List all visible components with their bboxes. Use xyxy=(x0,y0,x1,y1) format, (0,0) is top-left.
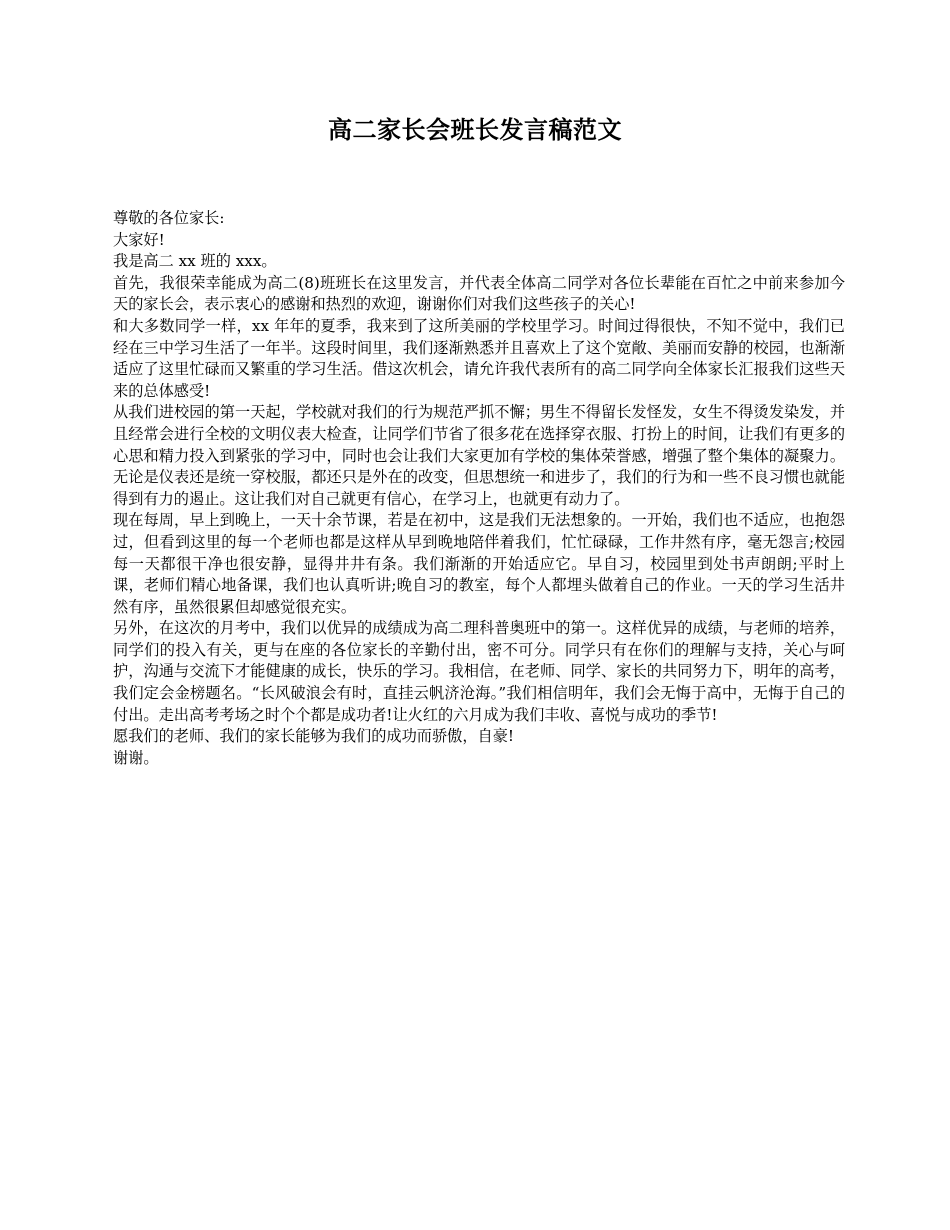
document-body xyxy=(113,208,845,769)
body-paragraph: 从我们进校园的第一天起，学校就对我们的行为规范严抓不懈；男生不得留长发怪发，女生不得烫发染发，并且经常会进行全校的文明仪表大检查，让同学们节省了很多花在选择穿衣服、打扮上的时间，让我们有更多的心思和精力投入到紧张的学习中，同时也会让我们大家更加有学校的集体荣誉感，增强了整个集体的凝聚力。无论是仪表还是统一穿校服，都还只是外在的改变，但思想统一和进步了，我们的行为和一些不良习惯也就能得到有力的遏止。这让我们对自己就更有信心，在学习上，也就更有动力了。 xyxy=(113,403,845,508)
closing-wish: 愿我们的老师、我们的家长能够为我们的成功而骄傲，自豪! xyxy=(113,727,514,746)
body-paragraph: 首先，我很荣幸能成为高二(8)班班长在这里发言，并代表全体高二同学对各位长辈能在百忙之中前来参加今天的家长会，表示衷心的感谢和热烈的欢迎，谢谢你们对我们这些孩子的关心! xyxy=(113,273,845,314)
body-paragraph: 另外，在这次的月考中，我们以优异的成绩成为高二理科普奥班中的第一。这样优异的成绩，与老师的培养，同学们的投入有关，更与在座的各位家长的辛勤付出，密不可分。同学只有在你们的理解与支持，关心与呵护，沟通与交流下才能健康的成长，快乐的学习。我相信，在老师、同学、家长的共同努力下，明年的高考，我们定会金榜题名。“长风破浪会有时，直挂云帆济沧海。”我们相信明年，我们会无悔于高中，无悔于自己的付出。走出高考考场之时个个都是成功者!让火红的六月成为我们丰收、喜悦与成功的季节! xyxy=(113,619,845,724)
body-paragraph: 现在每周，早上到晚上，一天十余节课，若是在初中，这是我们无法想象的。一开始，我们也不适应，也抱怨过，但看到这里的每一个老师也都是这样从早到晚地陪伴着我们，忙忙碌碌，工作井然有序，毫无怨言;校园每一天都很干净也很安静，显得井井有条。我们渐渐的开始适应它。早自习，校园里到处书声朗朗;平时上课，老师们精心地备课，我们也认真听讲;晚自习的教室，每个人都埋头做着自己的作业。一天的学习生活井然有序，虽然很累但却感觉很充实。 xyxy=(113,511,845,616)
salutation: 尊敬的各位家长: xyxy=(113,209,225,227)
closing-thanks: 谢谢。 xyxy=(113,748,159,767)
document-title: 高二家长会班长发言稿范文 xyxy=(328,115,622,144)
body-paragraph: 和大多数同学一样，xx 年年的夏季，我来到了这所美丽的学校里学习。时间过得很快，不知不觉中，我们已经在三中学习生活了一年半。这段时间里，我们逐渐熟悉并且喜欢上了这个宽敞、美丽而安静的校园，也渐渐适应了这里忙碌而又繁重的学习生活。借这次机会，请允许我代表所有的高二同学向全体家长汇报我们这些天来的总体感受! xyxy=(113,316,845,400)
self-introduction: 我是高二 xx 班的 xxx。 xyxy=(113,252,277,271)
greeting: 大家好! xyxy=(113,230,165,249)
